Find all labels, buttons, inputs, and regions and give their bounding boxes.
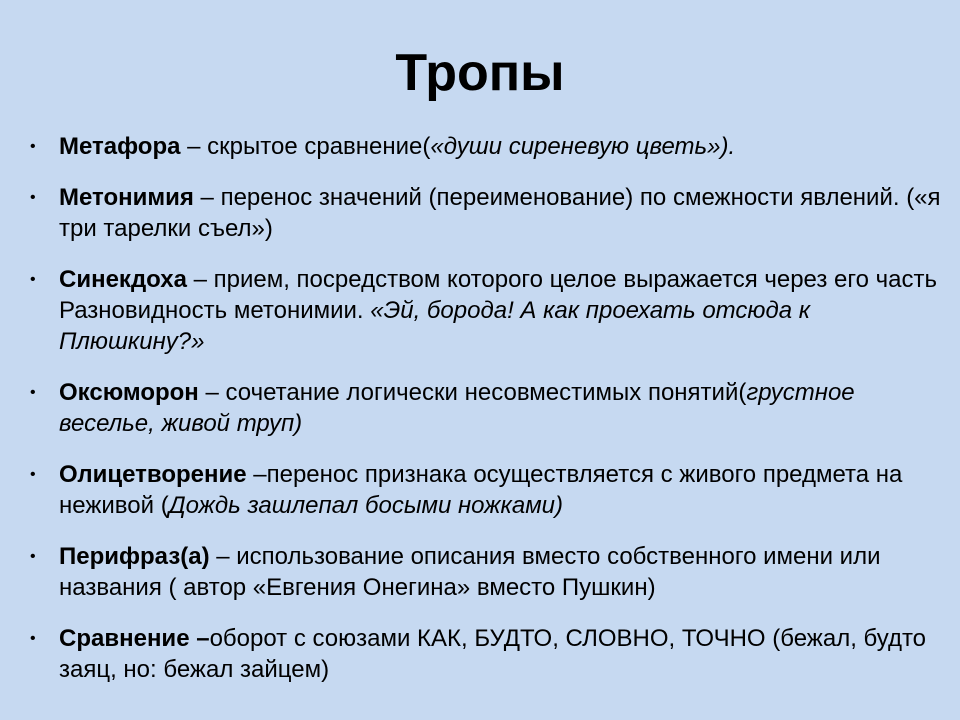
bullet-icon: • — [30, 630, 36, 647]
definition: – сочетание логически несовместимых понятий( — [198, 379, 747, 406]
bullet-icon: • — [30, 138, 36, 155]
term: Перифраз(а) — [59, 543, 210, 570]
list-item-synecdoche — [30, 264, 950, 357]
term: Синекдоха — [59, 266, 187, 293]
example: Дождь зашлепал босыми ножками) — [168, 492, 563, 519]
example: «Эй, борода! А как проехать отсюда к Плюшкину?» — [59, 297, 811, 355]
definition: – скрытое сравнение( — [180, 133, 431, 160]
list-item-metaphor — [30, 131, 950, 162]
slide-title: Тропы — [395, 44, 565, 102]
term: Оксюморон — [59, 379, 199, 406]
bullet-icon: • — [30, 384, 36, 401]
bullet-icon: • — [30, 189, 36, 206]
term: Сравнение – — [59, 625, 210, 652]
example: грустное веселье, живой труп) — [59, 379, 855, 437]
tropes-list — [30, 131, 950, 705]
definition: оборот с союзами КАК, БУДТО, СЛОВНО, ТОЧНО (бежал, будто заяц, но: бежал зайцем) — [59, 625, 927, 683]
list-item-personification — [30, 459, 950, 521]
term: Метонимия — [59, 184, 194, 211]
definition: – использование описания вместо собственного имени или названия ( автор «Евгения Онегина» вместо Пушкин) — [59, 543, 881, 601]
list-item-metonymy — [30, 182, 950, 244]
list-item-periphrasis — [30, 541, 950, 603]
list-item-comparison — [30, 623, 950, 685]
bullet-icon: • — [30, 466, 36, 483]
definition: –перенос признака осуществляется с живого предмета на неживой ( — [59, 461, 903, 519]
definition: – перенос значений (переименование) по смежности явлений. («я три тарелки съел») — [59, 184, 941, 242]
term: Олицетворение — [59, 461, 247, 488]
example: «души сиреневую цветь»). — [430, 133, 736, 160]
list-item-oxymoron — [30, 377, 950, 439]
bullet-icon: • — [30, 548, 36, 565]
bullet-icon: • — [30, 271, 36, 288]
definition: – прием, посредством которого целое выражается через его часть Разновидность метонимии. — [59, 266, 937, 324]
term: Метафора — [59, 133, 181, 160]
